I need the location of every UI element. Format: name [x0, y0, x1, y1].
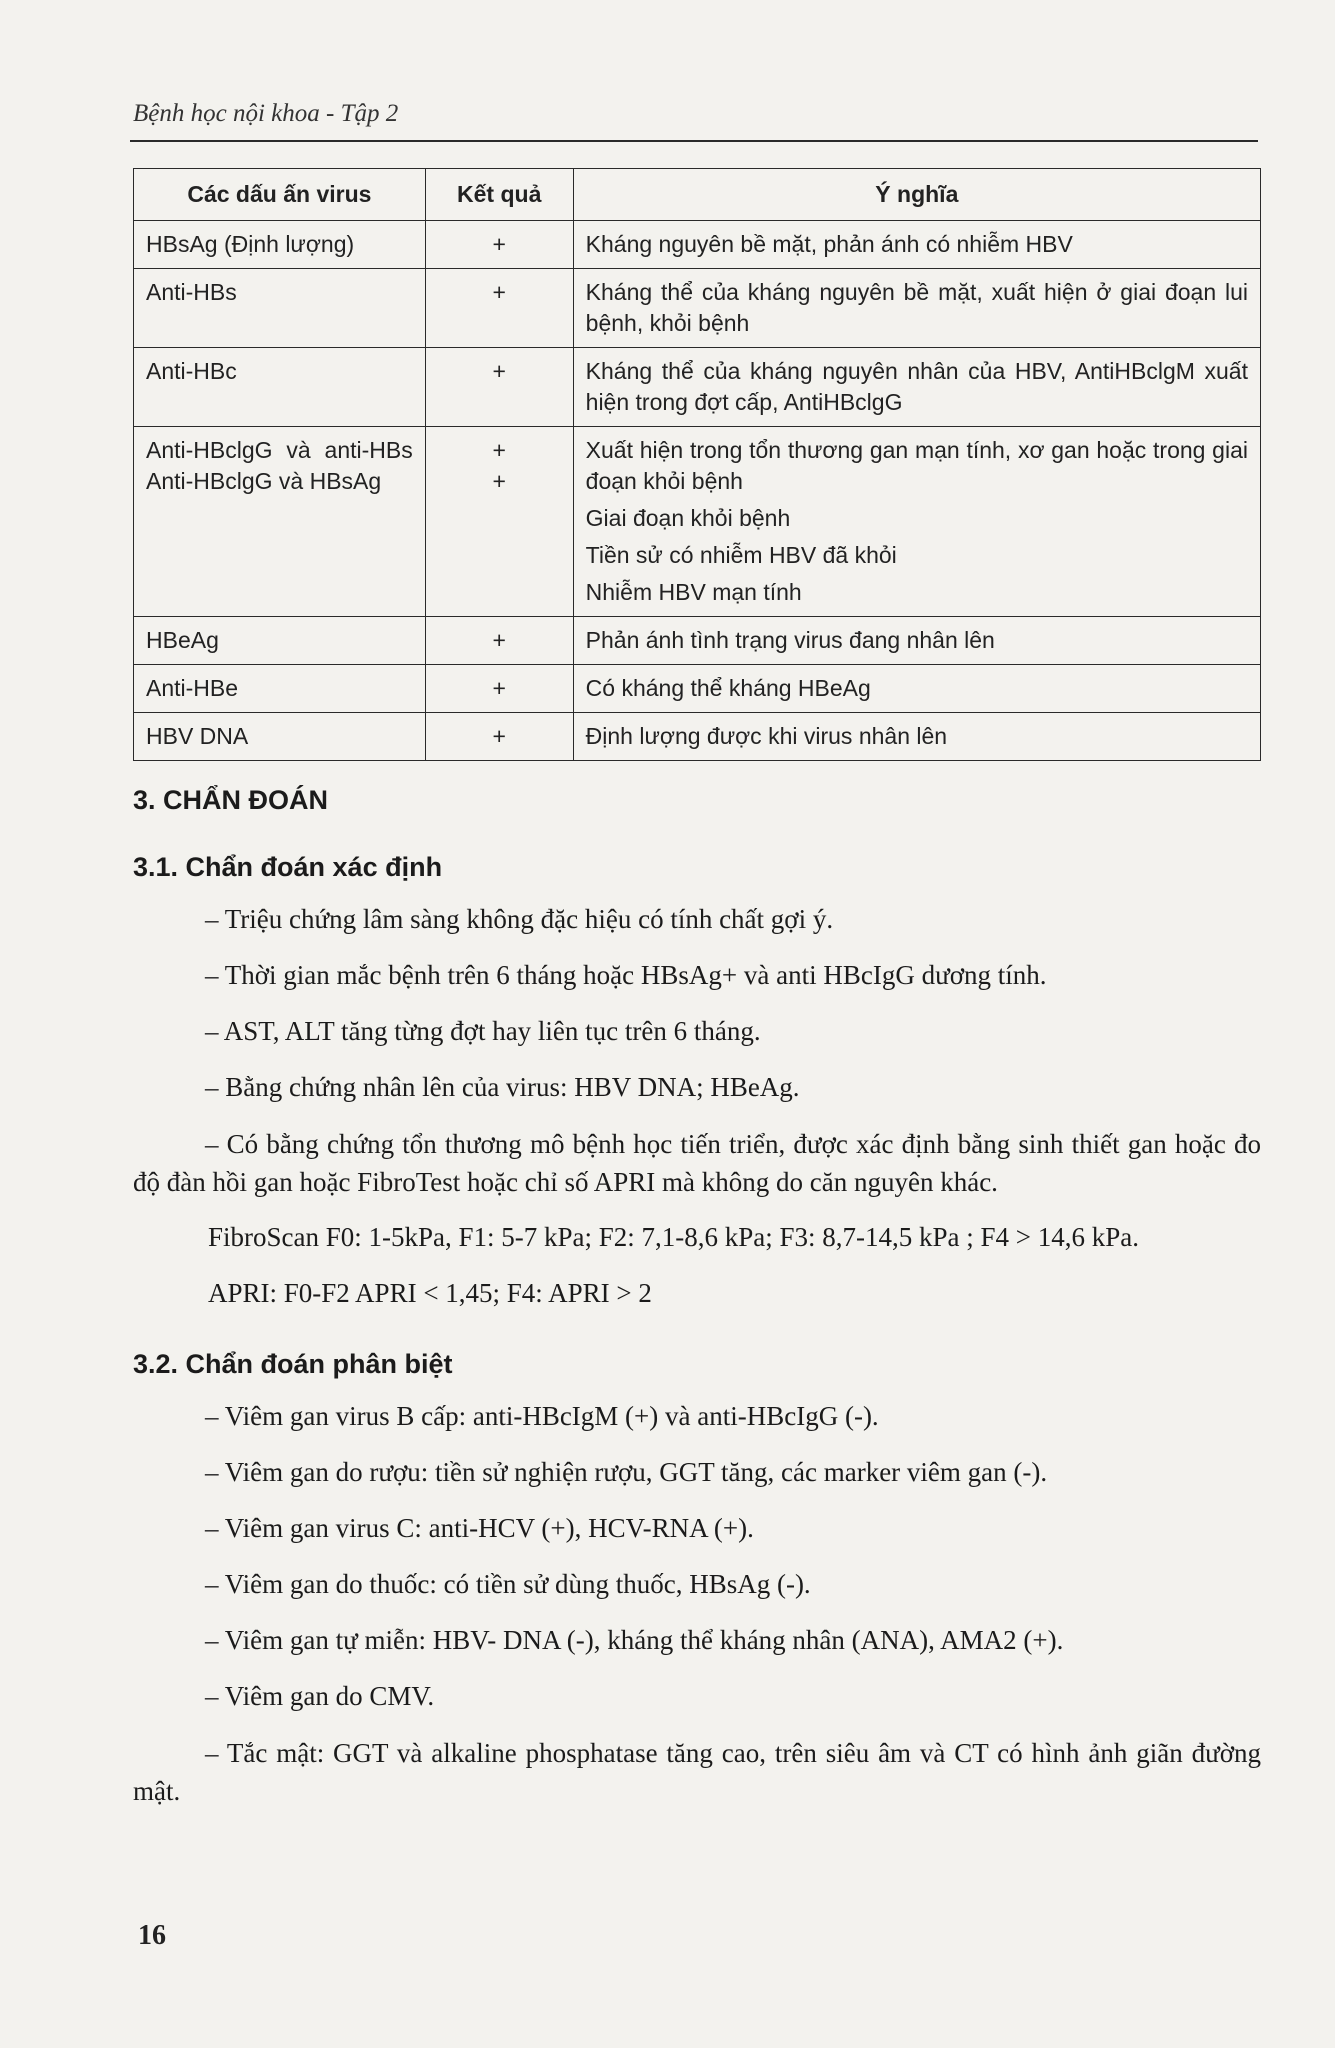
meaning-line: Giai đoạn khỏi bệnh — [585, 505, 791, 531]
meaning-cell — [573, 269, 1260, 348]
table-row — [134, 269, 1261, 348]
section-title: 3. CHẨN ĐOÁN — [133, 785, 329, 815]
list-item: – Triệu chứng lâm sàng không đặc hiệu có tính chất gợi ý. — [205, 904, 834, 934]
marker-cell: Anti-HBs — [134, 269, 426, 348]
result-cell: + — [425, 269, 573, 348]
list-item: – Viêm gan virus C: anti-HCV (+), HCV-RNA (+). — [205, 1513, 754, 1543]
table-row — [134, 221, 1261, 269]
result-cell: + — [425, 665, 573, 713]
result-cell: + + — [425, 427, 573, 617]
meaning-line: Định lượng được khi virus nhân lên — [585, 723, 948, 749]
meaning-line: Nhiễm HBV mạn tính — [585, 579, 802, 605]
list-item: – AST, ALT tăng từng đợt hay liên tục trên 6 tháng. — [205, 1016, 761, 1046]
marker-cell: Anti-HBe — [134, 665, 426, 713]
result-cell: + — [425, 221, 573, 269]
section-diagnosis — [133, 785, 1261, 1828]
table-row — [134, 617, 1261, 665]
marker-cell: Anti-HBc — [134, 348, 426, 427]
list-item: – Viêm gan do rượu: tiền sử nghiện rượu, GGT tăng, các marker viêm gan (-). — [205, 1457, 1048, 1487]
list-item: – Thời gian mắc bệnh trên 6 tháng hoặc HBsAg+ và anti HBcIgG dương tính. — [205, 960, 1047, 990]
fibroscan-values: FibroScan F0: 1-5kPa, F1: 5-7 kPa; F2: 7,1-8,6 kPa; F3: 8,7-14,5 kPa ; F4 > 14,6 kPa. — [208, 1222, 1140, 1252]
page-number: 16 — [138, 1920, 166, 1951]
meaning-cell — [573, 665, 1260, 713]
subsection-title-differential: 3.2. Chẩn đoán phân biệt — [133, 1349, 453, 1379]
marker-cell: HBV DNA — [134, 713, 426, 761]
column-header-meaning: Ý nghĩa — [573, 169, 1260, 221]
meaning-line: Xuất hiện trong tổn thương gan mạn tính, xơ gan hoặc trong giai đoạn khỏi bệnh — [585, 437, 1248, 494]
subsection-title-definitive: 3.1. Chẩn đoán xác định — [133, 852, 443, 882]
meaning-line: Tiền sử có nhiễm HBV đã khỏi — [585, 542, 897, 568]
meaning-cell — [573, 617, 1260, 665]
table-row — [134, 713, 1261, 761]
list-item: – Viêm gan virus B cấp: anti-HBcIgM (+) và anti-HBcIgG (-). — [205, 1401, 879, 1431]
table-row — [134, 348, 1261, 427]
apri-values: APRI: F0-F2 APRI < 1,45; F4: APRI > 2 — [208, 1278, 652, 1308]
list-item: – Bằng chứng nhân lên của virus: HBV DNA; HBeAg. — [205, 1072, 800, 1102]
running-head: Bệnh học nội khoa - Tập 2 — [133, 100, 399, 127]
list-item: – Viêm gan do CMV. — [205, 1681, 435, 1711]
marker-cell: HBsAg (Định lượng) — [134, 221, 426, 269]
paragraph-histology: – Có bằng chứng tổn thương mô bệnh học tiến triển, được xác định bằng sinh thiết gan hoặc đo độ đàn hồi gan hoặc FibroTest hoặc chỉ số APRI mà không do căn nguyên khác. — [133, 1129, 1261, 1197]
table-row — [134, 665, 1261, 713]
table-header-row — [134, 169, 1261, 221]
meaning-line: Kháng nguyên bề mặt, phản ánh có nhiễm HBV — [585, 231, 1073, 257]
result-cell: + — [425, 348, 573, 427]
paragraph-cholestasis: – Tắc mật: GGT và alkaline phosphatase tăng cao, trên siêu âm và CT có hình ảnh giãn đường mật. — [133, 1738, 1261, 1806]
list-item: – Viêm gan do thuốc: có tiền sử dùng thuốc, HBsAg (-). — [205, 1569, 811, 1599]
meaning-line: Kháng thể của kháng nguyên bề mặt, xuất hiện ở giai đoạn lui bệnh, khỏi bệnh — [585, 279, 1248, 336]
result-cell: + — [425, 713, 573, 761]
table-row — [134, 427, 1261, 617]
meaning-cell — [573, 427, 1260, 617]
virus-marker-table — [133, 168, 1261, 761]
column-header-result: Kết quả — [425, 169, 573, 221]
marker-cell: HBeAg — [134, 617, 426, 665]
meaning-line: Phản ánh tình trạng virus đang nhân lên — [585, 627, 995, 653]
meaning-line: Có kháng thể kháng HBeAg — [585, 675, 871, 701]
marker-cell: Anti-HBclgG và anti-HBs Anti-HBclgG và HBsAg — [134, 427, 426, 617]
column-header-marker: Các dấu ấn virus — [134, 169, 426, 221]
header-rule — [130, 140, 1258, 142]
meaning-cell — [573, 348, 1260, 427]
meaning-line: Kháng thể của kháng nguyên nhân của HBV, AntiHBclgM xuất hiện trong đợt cấp, AntiHBclgG — [585, 358, 1248, 415]
meaning-cell — [573, 713, 1260, 761]
result-cell: + — [425, 617, 573, 665]
list-item: – Viêm gan tự miễn: HBV- DNA (-), kháng thể kháng nhân (ANA), AMA2 (+). — [205, 1625, 1064, 1655]
meaning-cell — [573, 221, 1260, 269]
